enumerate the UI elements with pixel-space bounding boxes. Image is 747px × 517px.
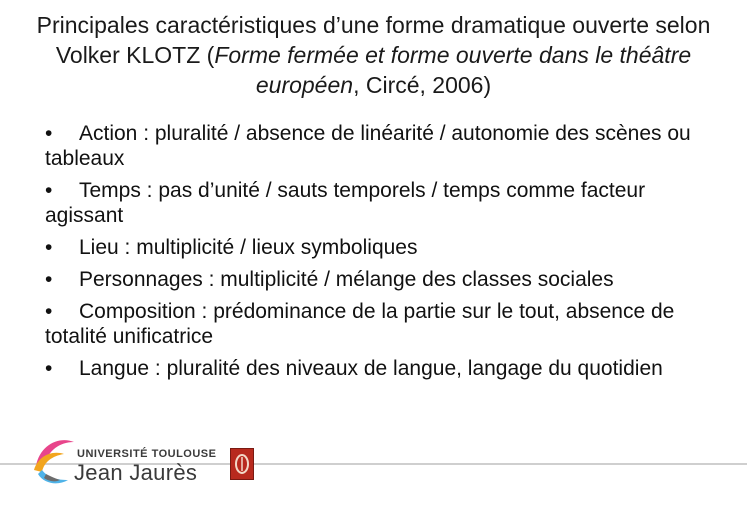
- slide-title: [30, 10, 717, 100]
- university-logo: [30, 430, 260, 490]
- bullet-mark: •: [45, 236, 53, 259]
- bullet-text: Lieu : multiplicité / lieux symboliques: [79, 236, 418, 259]
- logo-line2: Jean Jaurès: [74, 460, 198, 485]
- bullet-item-lieu: [45, 235, 725, 260]
- bullet-mark: •: [45, 300, 53, 323]
- bullet-item-langue: [45, 356, 725, 381]
- bullet-mark: •: [45, 122, 53, 145]
- bullet-text: Langue : pluralité des niveaux de langue, langage du quotidien: [79, 357, 663, 380]
- bullet-mark: •: [45, 268, 53, 291]
- seal-logo-icon: [230, 448, 254, 480]
- bullet-list: [45, 121, 725, 388]
- title-book-title: Forme fermée et forme ouverte dans le théâtre européen: [214, 42, 692, 98]
- bullet-item-temps: [45, 178, 725, 228]
- title-text-part1: Principales caractéristiques d’une forme dramatique ouverte selon Volker KLOTZ (: [36, 12, 711, 68]
- bullet-mark: •: [45, 179, 53, 202]
- logo-swirl-icon: [30, 430, 80, 490]
- bullet-item-composition: [45, 299, 725, 349]
- bullet-text: Composition : prédominance de la partie sur le tout, absence de totalité unificatrice: [45, 300, 675, 348]
- bullet-text: Temps : pas d’unité / sauts temporels / temps comme facteur agissant: [45, 179, 646, 227]
- title-text-part2: , Circé, 2006): [353, 72, 492, 98]
- bullet-mark: •: [45, 357, 53, 380]
- bullet-item-action: [45, 121, 725, 171]
- bullet-item-personnages: [45, 267, 725, 292]
- bullet-text: Personnages : multiplicité / mélange des classes sociales: [79, 268, 614, 291]
- logo-line1: UNIVERSITÉ TOULOUSE: [77, 448, 217, 460]
- bullet-text: Action : pluralité / absence de linéarité / autonomie des scènes ou tableaux: [45, 122, 691, 170]
